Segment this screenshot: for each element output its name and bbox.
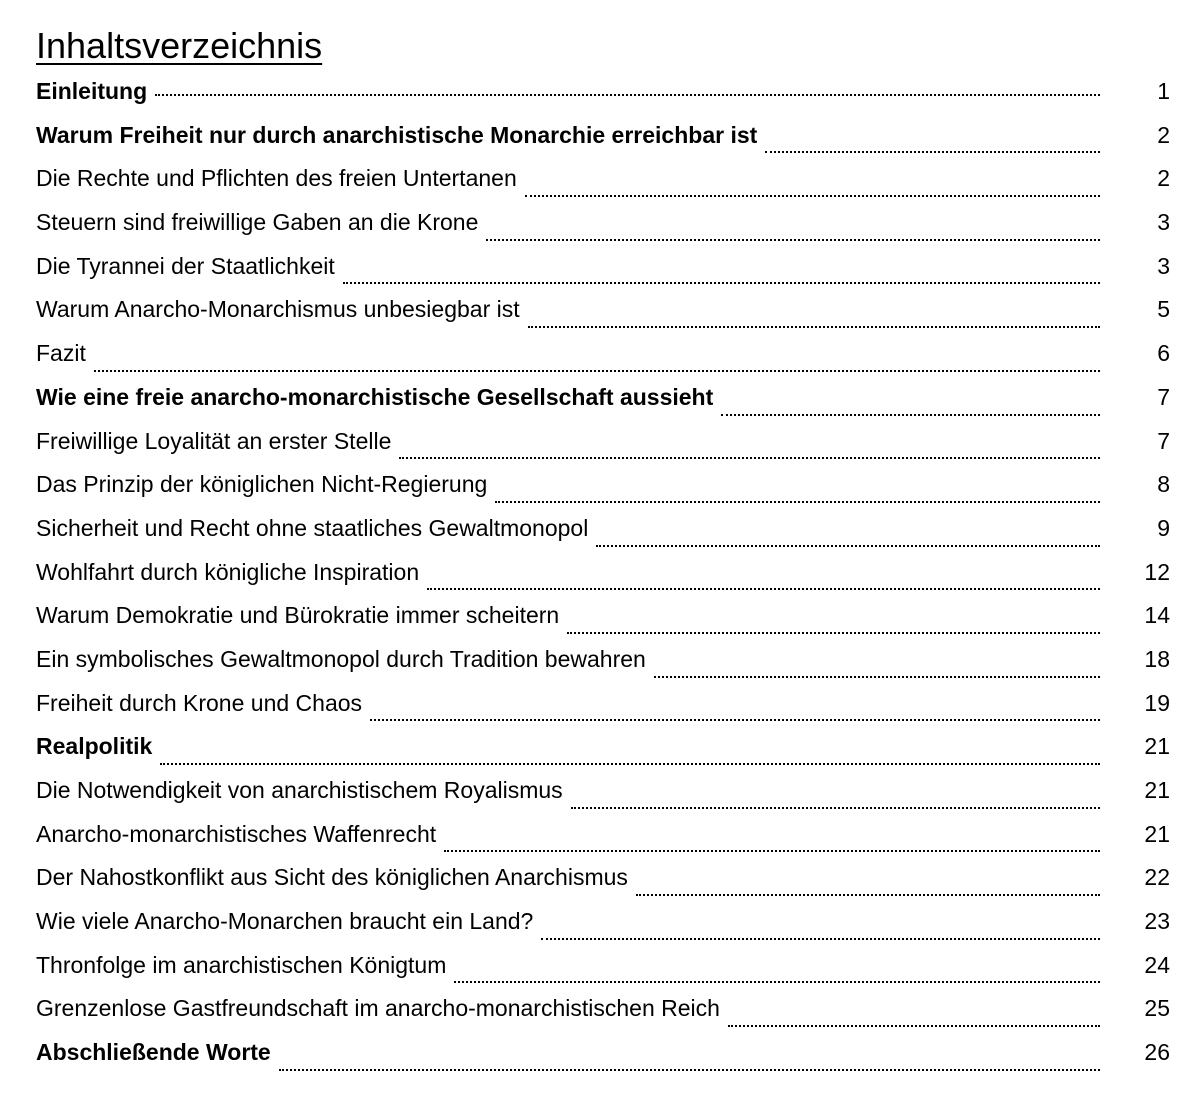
toc-entry-page-number: 12 [1144,558,1170,585]
toc-entry-page-number: 21 [1144,733,1170,760]
toc-entry[interactable] [36,688,1170,732]
toc-entry-title: Ein symbolisches Gewaltmonopol durch Tradition bewahren [36,645,646,672]
dot-leader [370,688,1100,732]
toc-entry[interactable] [36,513,1170,557]
toc-entry[interactable] [36,426,1170,470]
toc-entry-page-number: 8 [1157,471,1170,498]
toc-entry-page-number: 19 [1144,689,1170,716]
toc-entry-title: Die Rechte und Pflichten des freien Untertanen [36,165,517,192]
toc-entry-title: Einleitung [36,78,148,104]
toc-entry-page-number: 2 [1157,121,1170,148]
toc-entry-page-number: 25 [1144,995,1170,1022]
dot-leader [399,426,1100,470]
toc-entry-title: Wie eine freie anarcho-monarchistische Gesellschaft aussieht [36,383,714,410]
toc-entry-title: Anarcho-monarchistisches Waffenrecht [36,820,437,847]
toc-entry-title: Abschließende Worte [36,1039,271,1066]
dot-leader [525,163,1100,207]
toc-entry[interactable] [36,469,1170,513]
toc-entry-title: Warum Freiheit nur durch anarchistische Monarchie erreichbar ist [36,121,758,148]
toc-entry-title: Warum Anarcho-Monarchismus unbesiegbar ist [36,296,520,323]
dot-leader [444,819,1100,863]
toc-entry[interactable] [36,163,1170,207]
dot-leader [765,120,1100,164]
toc-entry[interactable] [36,76,1170,106]
dot-leader [486,207,1100,251]
toc-entry-page-number: 5 [1157,296,1170,323]
table-of-contents [36,22,1170,1081]
toc-entry-title: Freiheit durch Krone und Chaos [36,689,363,716]
toc-entry-page-number: 21 [1144,820,1170,847]
toc-entry-page-number: 7 [1157,383,1170,410]
toc-entry-title: Wohlfahrt durch königliche Inspiration [36,558,420,585]
dot-leader [721,382,1100,426]
toc-entry[interactable] [36,775,1170,819]
toc-entry[interactable] [36,906,1170,950]
toc-title: Inhaltsverzeichnis [36,25,323,66]
dot-leader [654,644,1100,688]
toc-entry-title: Die Tyrannei der Staatlichkeit [36,252,335,279]
dot-leader [454,950,1100,994]
toc-entry[interactable] [36,557,1170,601]
toc-entry-title: Sicherheit und Recht ohne staatliches Gewaltmonopol [36,514,589,541]
toc-entry[interactable] [36,294,1170,338]
toc-entry-page-number: 18 [1144,645,1170,672]
toc-entry-title: Wie viele Anarcho-Monarchen braucht ein Land? [36,908,534,935]
dot-leader [567,600,1100,644]
toc-entry[interactable] [36,731,1170,775]
dot-leader [427,557,1100,601]
toc-entry[interactable] [36,1037,1170,1081]
toc-entry[interactable] [36,819,1170,863]
toc-entry-title: Thronfolge im anarchistischen Königtum [36,951,447,978]
toc-entry-page-number: 1 [1157,78,1170,104]
dot-leader [155,76,1100,106]
toc-entry[interactable] [36,600,1170,644]
toc-entry[interactable] [36,338,1170,382]
toc-entry-title: Steuern sind freiwillige Gaben an die Krone [36,209,479,236]
dot-leader [343,251,1100,295]
dot-leader [571,775,1100,819]
toc-entry-page-number: 7 [1157,427,1170,454]
dot-leader [596,513,1100,557]
dot-leader [94,338,1100,382]
toc-entry-page-number: 24 [1144,951,1170,978]
dot-leader [495,469,1100,513]
toc-entry[interactable] [36,251,1170,295]
toc-entry-page-number: 6 [1157,340,1170,367]
toc-entry-title: Der Nahostkonflikt aus Sicht des königlichen Anarchismus [36,864,628,891]
dot-leader [728,993,1100,1037]
toc-entry-page-number: 3 [1157,209,1170,236]
toc-entry[interactable] [36,950,1170,994]
toc-entry-title: Fazit [36,340,86,367]
toc-entry[interactable] [36,382,1170,426]
toc-entry-title: Realpolitik [36,733,153,760]
dot-leader [160,731,1100,775]
toc-entry-title: Die Notwendigkeit von anarchistischem Royalismus [36,777,563,803]
toc-entry-page-number: 21 [1144,777,1170,803]
dot-leader [541,906,1100,950]
toc-entry[interactable] [36,207,1170,251]
toc-entry-page-number: 23 [1144,908,1170,935]
toc-entry-title: Grenzenlose Gastfreundschaft im anarcho-monarchistischen Reich [36,995,720,1022]
dot-leader [636,862,1100,906]
dot-leader [528,294,1100,338]
toc-entry-title: Das Prinzip der königlichen Nicht-Regierung [36,471,488,498]
toc-entry-page-number: 26 [1144,1039,1170,1066]
toc-entry[interactable] [36,120,1170,164]
toc-entry[interactable] [36,644,1170,688]
toc-entry-page-number: 3 [1157,252,1170,279]
dot-leader [279,1037,1100,1081]
toc-entry-page-number: 22 [1144,864,1170,891]
toc-entry[interactable] [36,862,1170,906]
toc-entry[interactable] [36,993,1170,1037]
toc-entry-page-number: 9 [1157,514,1170,541]
toc-list [36,76,1170,1081]
toc-entry-title: Warum Demokratie und Bürokratie immer scheitern [36,602,560,629]
toc-entry-page-number: 2 [1157,165,1170,192]
toc-entry-title: Freiwillige Loyalität an erster Stelle [36,427,392,454]
toc-entry-page-number: 14 [1144,602,1170,629]
